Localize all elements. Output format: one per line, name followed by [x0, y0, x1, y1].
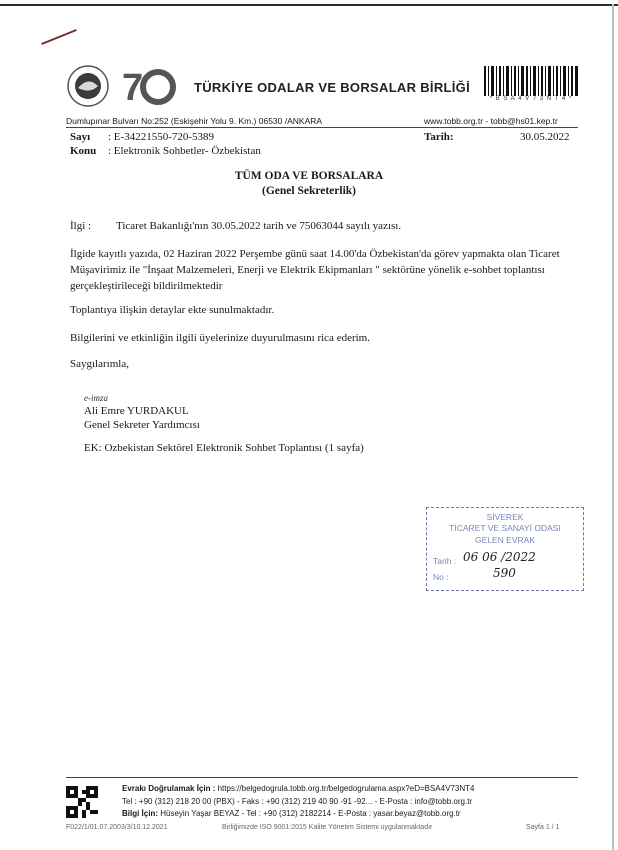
- right-edge: [612, 4, 614, 850]
- verify-url[interactable]: https://belgedogrula.tobb.org.tr/belgedogrulama.aspx?eD=BSA4V73NT4: [217, 784, 475, 793]
- stamp-no-value: 590: [493, 566, 516, 580]
- sayi-label: Sayı: [70, 131, 91, 143]
- sayi-value: : E-34221550-720-5389: [108, 131, 215, 143]
- konu-label: Konu: [70, 145, 97, 157]
- info-line: [122, 809, 461, 818]
- stamp-org: TİCARET VE SANAYİ ODASI: [449, 523, 561, 533]
- info-text: Hüseyin Yaşar BEYAZ - Tel : +90 (312) 2182214 - E-Posta : yasar.beyaz@tobb.org.tr: [160, 809, 461, 818]
- qr-code-icon: [66, 786, 98, 818]
- stamp-type: GELEN EVRAK: [475, 535, 535, 545]
- konu-value: : Elektronik Sohbetler- Özbekistan: [108, 145, 261, 157]
- verify-line: [122, 784, 474, 793]
- 70-years-logo-icon: [122, 62, 176, 108]
- header-divider: [66, 127, 578, 128]
- footer-divider: [66, 777, 578, 778]
- attachment-note: EK: Ozbekistan Sektörel Elektronik Sohbet Toplantısı (1 sayfa): [84, 442, 364, 454]
- addressee-line2: (Genel Sekreterlik): [262, 185, 356, 197]
- stamp-date-value: 06 06 /2022: [463, 550, 536, 564]
- closing: Saygılarımla,: [70, 358, 129, 370]
- top-border: [0, 4, 618, 6]
- website-email: www.tobb.org.tr - tobb@hs01.kep.tr: [424, 116, 558, 126]
- body-paragraph-2: Toplantıya ilişkin detaylar ekte sunulmaktadır.: [70, 304, 275, 316]
- received-stamp: [426, 507, 584, 591]
- stamp-no-label: No :: [433, 572, 449, 582]
- signatory-title: Genel Sekreter Yardımcısı: [84, 419, 200, 431]
- form-code: F022/1/01.07.2003/3/10.12.2021: [66, 824, 168, 831]
- iso-note: Birliğimizde ISO 9001:2015 Kalite Yönetim Sistemi uygulanmaktadır: [222, 824, 433, 831]
- tarih-label: Tarih:: [424, 131, 454, 143]
- contact-line: Tel : +90 (312) 218 20 00 (PBX) - Faks : +90 (312) 219 40 90 -91 -92... - E-Posta : info@tobb.org.tr: [122, 797, 473, 806]
- body-paragraph-1: İlgide kayıtlı yazıda, 02 Haziran 2022 Perşembe günü saat 14.00'da Özbekistan'da görev yapmakta olan Ticaret Müşavirimiz ile "İnşaat Malzemeleri, Enerji ve Elektrik Ekipmanları " sektörüne yönelik e-sohbet toplantısı gerçekleştirileceği bildirilmektedir: [70, 248, 560, 292]
- ilgi-label: İlgi :: [70, 220, 92, 232]
- e-signature-label: e-imza: [84, 393, 108, 403]
- tobb-emblem-icon: [66, 64, 126, 108]
- addressee-line1: TÜM ODA VE BORSALARA: [234, 170, 384, 182]
- barcode-label: * B S A 4 V 7 3 N T 4 *: [489, 96, 573, 102]
- signatory-name: Ali Emre YURDAKUL: [84, 405, 189, 417]
- tarih-value: 30.05.2022: [520, 131, 570, 143]
- svg-text:7: 7: [122, 67, 144, 108]
- stamp-date-label: Tarih :: [433, 556, 457, 566]
- info-label: Bilgi İçin:: [122, 809, 158, 818]
- barcode-icon: [484, 66, 578, 96]
- stamp-city: SİVEREK: [486, 512, 524, 522]
- anniversary-text: YIL: [154, 82, 165, 89]
- organization-name: TÜRKİYE ODALAR VE BORSALAR BİRLİĞİ: [194, 80, 470, 95]
- address: Dumlupınar Bulvarı No:252 (Eskişehir Yolu 9. Km.) 06530 /ANKARA: [66, 116, 323, 126]
- pen-mark: [41, 29, 77, 45]
- body-paragraph-3: Bilgilerini ve etkinliğin ilgili üyelerinize duyurulmasını rica ederim.: [70, 332, 370, 344]
- page-number: Sayfa 1 / 1: [526, 824, 560, 831]
- ilgi-text: Ticaret Bakanlığı'nın 30.05.2022 tarih ve 75063044 sayılı yazısı.: [116, 220, 402, 232]
- verify-label: Evrakı Doğrulamak İçin :: [122, 784, 216, 793]
